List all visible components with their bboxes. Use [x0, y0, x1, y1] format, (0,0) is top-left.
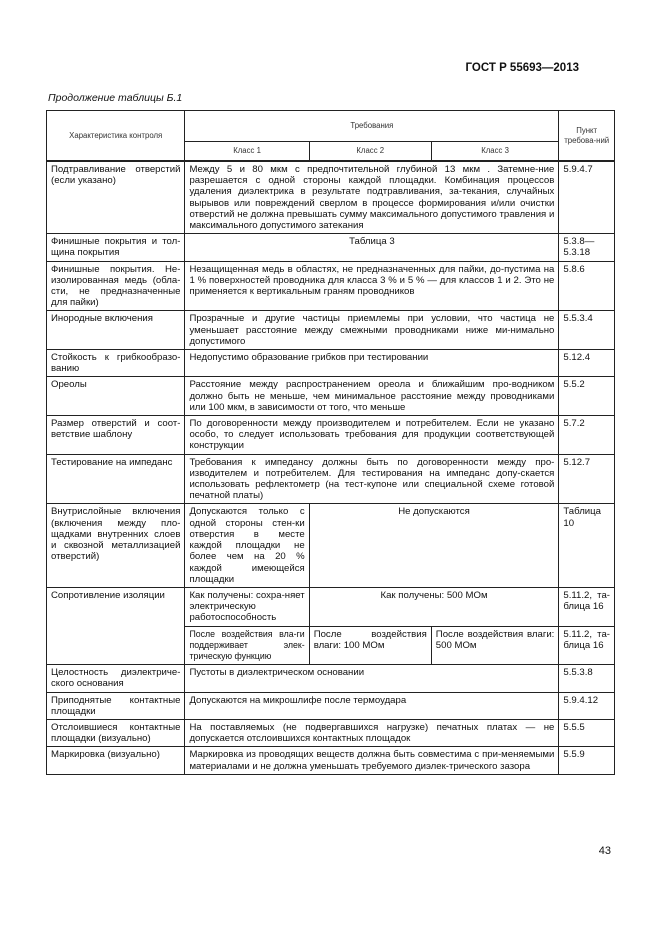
row-clause: 5.9.4.12 — [559, 692, 615, 719]
table-row — [47, 416, 615, 455]
row-requirement: Недопустимо образование грибков при тестировании — [185, 350, 559, 377]
insulation-class-1-moisture: После воздействия вла-ги поддерживает элек-трическую функцию — [185, 626, 309, 665]
header-class-2: Класс 2 — [309, 142, 431, 162]
table-row — [47, 665, 615, 692]
row-clause: 5.7.2 — [559, 416, 615, 455]
row-characteristic: Размер отверстий и соот-ветствие шаблону — [47, 416, 185, 455]
row-requirement: Расстояние между распространением ореола и ближайшим про-водником должно быть не меньше, чем минимальное расстояние между проводниками или 100 мкм, в зависимости от того, что меньше — [185, 377, 559, 416]
document-standard-number: ГОСТ Р 55693—2013 — [465, 62, 579, 74]
table-row — [47, 377, 615, 416]
row-characteristic: Тестирование на импеданс — [47, 454, 185, 504]
page-number: 43 — [598, 845, 611, 857]
row-requirement: Прозрачные и другие частицы приемлемы при условии, что частица не уменьшает расстояние между смежными проводниками ниже ми-нимально допустимого — [185, 311, 559, 350]
row-characteristic: Отслоившиеся контактные площадки (визуально) — [47, 719, 185, 746]
row-clause: 5.12.4 — [559, 350, 615, 377]
row-requirement: Требования к импедансу должны быть по договоренности между про-изводителем и потребителем. Для тестирования на импеданс допу-скается использовать рефлектометр (на тест-купоне или специальной схеме готовой печатной платы) — [185, 454, 559, 504]
requirements-table — [46, 110, 615, 775]
row-clause: 5.9.4.7 — [559, 161, 615, 234]
table-row — [47, 719, 615, 746]
row-clause: 5.5.3.8 — [559, 665, 615, 692]
row-requirement: По договоренности между производителем и потребителем. Если не указано особо, то следует использовать требования для продукции соответствующей конструкции — [185, 416, 559, 455]
row-requirement: Таблица 3 — [185, 234, 559, 261]
row-clause: 5.3.8— 5.3.18 — [559, 234, 615, 261]
row-requirement: На поставляемых (не подвергавшихся нагрузке) печатных платах — не допускается отслоившихся контактных площадок — [185, 719, 559, 746]
table-row — [47, 747, 615, 774]
header-clause: Пункт требова-ний — [559, 111, 615, 162]
row-requirement: Между 5 и 80 мкм с предпочтительной глубиной 13 мкм . Затемне-ние разрешается с одной стороны каждой площадки. Комбинация процессов удаления диэлектрика в результате подтравливания, за-текания, случайных вырывов или повреждений сверлом в процессе формирования и/или очистки отверстий не должна превышать сумму максимального допустимого травления и максимального допустимого затекания — [185, 161, 559, 234]
row-requirement: Незащищенная медь в областях, не предназначенных для пайки, до-пустима на 1 % поверхностей проводника для класса 3 % и 5 % — для классов 1 и 2. Это не применяется к вертикальным граням проводников — [185, 261, 559, 311]
row-characteristic: Приподнятые контактные площадки — [47, 692, 185, 719]
insulation-class-1-received: Как получены: сохра-няет электрическую работоспособность — [185, 587, 309, 626]
insulation-class-2-moisture: После воздействия влаги: 100 МОм — [309, 626, 431, 665]
row-characteristic: Стойкость к грибкообразо-ванию — [47, 350, 185, 377]
row-clause: 5.5.2 — [559, 377, 615, 416]
row-requirement: Пустоты в диэлектрическом основании — [185, 665, 559, 692]
table-row — [47, 692, 615, 719]
header-characteristic: Характеристика контроля — [47, 111, 185, 162]
header-class-3: Класс 3 — [431, 142, 559, 162]
row-clause: 5.5.3.4 — [559, 311, 615, 350]
table-row — [47, 161, 615, 234]
table-row — [47, 454, 615, 504]
row-characteristic: Целостность диэлектриче-ского основания — [47, 665, 185, 692]
row-characteristic: Инородные включения — [47, 311, 185, 350]
row-characteristic: Финишные покрытия и тол-щина покрытия — [47, 234, 185, 261]
row-clause: 5.8.6 — [559, 261, 615, 311]
row-characteristic: Финишные покрытия. Не-изолированная медь (обла-сти, не предназначенные для пайки) — [47, 261, 185, 311]
row-clause: 5.12.7 — [559, 454, 615, 504]
table-row-insulation — [47, 587, 615, 626]
row-clause: 5.11.2, та-блица 16 — [559, 626, 615, 665]
row-characteristic: Ореолы — [47, 377, 185, 416]
row-clause: 5.5.5 — [559, 719, 615, 746]
row-characteristic: Сопротивление изоляции — [47, 587, 185, 664]
row-clause: 5.5.9 — [559, 747, 615, 774]
table-row-inner-layers — [47, 504, 615, 587]
inner-layers-class-1: Допускаются только с одной стороны стен-ки отверстия в месте каждой площадки не более чем на 20 % каждой имеющейся площадки — [185, 504, 309, 587]
insulation-class-3-moisture: После воздействия влаги: 500 МОм — [431, 626, 559, 665]
insulation-class-2-3-received: Как получены: 500 МОм — [309, 587, 559, 626]
table-row — [47, 261, 615, 311]
row-characteristic: Внутрислойные включения (включения между пло-щадками внутренних слоев и сквозной металлизацией отверстий) — [47, 504, 185, 587]
table-row — [47, 350, 615, 377]
row-requirement: Допускаются на микрошлифе после термоудара — [185, 692, 559, 719]
table-caption: Продолжение таблицы Б.1 — [48, 92, 183, 104]
header-class-1: Класс 1 — [185, 142, 309, 162]
row-requirement: Маркировка из проводящих веществ должна быть совместима с при-меняемыми материалами и не должна уменьшать требуемого диэлек-трического зазора — [185, 747, 559, 774]
table-header-row — [47, 111, 615, 142]
row-clause: 5.11.2, та-блица 16 — [559, 587, 615, 626]
header-requirements: Требования — [185, 111, 559, 142]
row-clause: Таблица 10 — [559, 504, 615, 587]
table-row — [47, 311, 615, 350]
table-row — [47, 234, 615, 261]
row-characteristic: Подтравливание отверстий (если указано) — [47, 161, 185, 234]
inner-layers-class-2-3: Не допускаются — [309, 504, 559, 587]
row-characteristic: Маркировка (визуально) — [47, 747, 185, 774]
